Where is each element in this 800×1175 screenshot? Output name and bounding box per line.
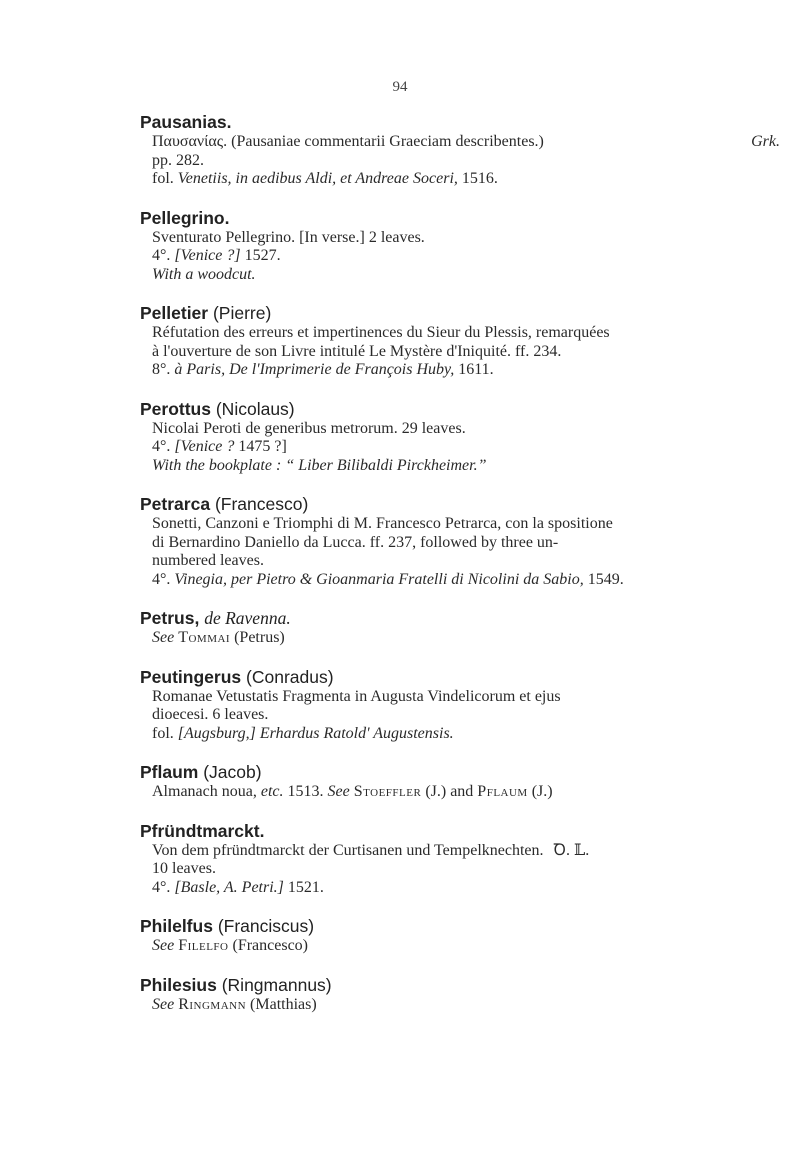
entry-heading: Petrus, [140, 608, 200, 628]
entry-petrarca [140, 493, 780, 589]
entry-heading: Petrarca [140, 494, 211, 514]
entry-body [140, 937, 780, 956]
cross-reference-qualifier: (Francesco) [232, 937, 308, 954]
entry-title-line [152, 842, 780, 861]
entry-title: Romanae Vetustatis Fragmenta in Augusta Vindelicorum et ejus [152, 687, 561, 705]
entry-title: à l'ouverture de son Livre intitulé Le Mystère d'Iniquité. ff. 234. [152, 342, 562, 360]
entry-heading-line [140, 302, 780, 324]
see-label: See [152, 995, 175, 1013]
entry-body [140, 324, 780, 380]
entry-qualifier: (Conradus) [246, 666, 334, 687]
entry-imprint-line [152, 247, 780, 266]
cross-reference-qualifier: (J.) [531, 783, 553, 800]
entry-heading: Peutingerus [140, 666, 242, 687]
cross-reference [152, 629, 780, 648]
entry-pfruendtmarckt [140, 820, 780, 898]
entry-imprint-line [152, 170, 780, 189]
entry-qualifier: (Pierre) [212, 303, 272, 323]
entry-imprint-line [152, 361, 780, 380]
see-label: See [152, 937, 175, 954]
entry-imprint: à Paris, De l'Imprimerie de François Huby, [174, 361, 455, 378]
entry-heading-line [140, 761, 780, 783]
cross-reference [152, 937, 780, 956]
cross-reference [152, 996, 780, 1015]
entry-heading-line [140, 666, 780, 688]
entry-heading: Philelfus [140, 916, 213, 936]
entry-year: 1611. [458, 361, 494, 378]
entry-pellegrino [140, 207, 780, 285]
entry-imprint: Vinegia, per Pietro & Gioanmaria Fratelli di Nicolini da Sabio, [174, 570, 584, 588]
entry-heading-line [140, 607, 780, 629]
entry-year: 1521. [287, 878, 324, 896]
entry-peutingerus [140, 666, 780, 744]
cross-reference-name: Filelfo [178, 937, 229, 954]
entry-year: 1516. [461, 170, 498, 187]
entry-note-prefix: With the bookplate : [152, 456, 282, 474]
entry-year: 1549. [587, 570, 624, 588]
entry-heading: Perottus [140, 398, 211, 419]
entry-body [140, 783, 780, 802]
entry-qualifier: (Nicolaus) [215, 398, 295, 419]
entry-heading-line [140, 398, 780, 420]
cross-reference-qualifier: (Petrus) [234, 629, 285, 646]
entry-format: fol. [152, 170, 174, 187]
entry-body [140, 133, 780, 189]
entry-title: Sonetti, Canzoni e Triomphi di M. Francesco Petrarca, con la spositione [152, 515, 613, 532]
entry-pages: pp. 282. [152, 151, 204, 169]
entry-body [140, 515, 780, 589]
entry-imprint: [Augsburg,] Erhardus Ratold' Augustensis. [177, 724, 454, 742]
entry-heading: Pfründtmarckt. [140, 820, 265, 841]
entry-heading-qualifier: de Ravenna. [204, 608, 291, 628]
entry-heading: Pelletier [140, 303, 209, 323]
entry-imprint-line [152, 879, 780, 898]
entry-title: Sventurato Pellegrino. [In verse.] 2 leaves. [152, 228, 425, 246]
entry-body [140, 229, 780, 285]
entry-qualifier: (Jacob) [203, 762, 262, 782]
entry-heading-line [140, 915, 780, 937]
page-number: 94 [392, 79, 408, 95]
see-label: See [152, 629, 175, 646]
cross-reference-name: Stoeffler [353, 783, 422, 800]
entry-philesius [140, 974, 780, 1015]
entry-petrus [140, 607, 780, 648]
entry-format: 8°. [152, 361, 171, 378]
entry-body [140, 420, 780, 476]
entry-philelfus [140, 915, 780, 956]
entry-format: 4°. [152, 878, 171, 896]
entry-qualifier: (Ringmannus) [221, 974, 332, 995]
entry-note: With a woodcut. [152, 265, 256, 283]
entry-imprint-line [152, 571, 780, 590]
entry-title: numbered leaves. [152, 552, 264, 569]
entry-pages: 10 leaves. [152, 860, 216, 877]
entry-title: Παυσανίας. (Pausaniae commentarii Graeciam describentes.) [152, 133, 544, 150]
entry-title-line [152, 783, 780, 802]
entry-heading: Pflaum [140, 762, 199, 782]
entry-title: di Bernardino Daniello da Lucca. ff. 237, followed by three un- [152, 533, 559, 551]
catalogue-entries [140, 111, 780, 1032]
entry-title: Réfutation des erreurs et impertinences du Sieur du Plessis, remarquées [152, 324, 610, 341]
entry-title: Nicolai Peroti de generibus metrorum. 29 leaves. [152, 419, 466, 437]
entry-title: dioecesi. 6 leaves. [152, 706, 269, 723]
entry-year: 1527. [244, 247, 281, 264]
entry-format: 4°. [152, 570, 171, 588]
entry-format: fol. [152, 724, 174, 742]
entry-format: 4°. [152, 247, 171, 264]
entry-imprint: Venetiis, in aedibus Aldi, et Andreae Soceri, [177, 170, 458, 187]
entry-imprint: [Venice ?] [174, 247, 241, 264]
entry-imprint: [Venice ? [174, 438, 235, 455]
entry-note-quote: “ Liber Bilibaldi Pirckheimer.” [285, 456, 487, 474]
entry-etc: etc. [260, 783, 284, 800]
entry-year: 1513. [287, 783, 324, 800]
entry-imprint: [Basle, A. Petri.] [174, 878, 284, 896]
entry-heading: Pausanias. [140, 112, 232, 132]
entry-note [152, 457, 780, 476]
entry-qualifier: (Francesco) [214, 494, 309, 514]
see-label: See [327, 783, 350, 800]
entry-pflaum [140, 761, 780, 802]
cross-reference-qualifier: (Matthias) [250, 995, 317, 1013]
entry-body [140, 629, 780, 648]
entry-pausanias [140, 111, 780, 189]
entry-perottus [140, 398, 780, 476]
entry-body [140, 996, 780, 1015]
gothic-letter-mark: Ꝺ. 𝕃. [553, 841, 590, 859]
entry-title: Almanach noua, [152, 783, 257, 800]
entry-heading: Philesius [140, 974, 217, 995]
entry-imprint-line [152, 725, 780, 744]
cross-reference-name: Pflaum [477, 783, 528, 800]
entry-body [140, 688, 780, 744]
entry-format: 4°. [152, 438, 171, 455]
entry-title-line [152, 133, 780, 152]
entry-title: Von dem pfründtmarckt der Curtisanen und Tempelknechten. [152, 841, 544, 859]
entry-qualifier: (Franciscus) [217, 916, 315, 936]
entry-imprint-line [152, 438, 780, 457]
entry-pelletier [140, 302, 780, 380]
cross-reference-name: Tommai [178, 629, 231, 646]
entry-heading: Pellegrino. [140, 207, 230, 228]
entry-body [140, 842, 780, 898]
entry-heading-line [140, 974, 780, 996]
entry-heading-line [140, 493, 780, 515]
cross-reference-qualifier: (J.) and [425, 783, 474, 800]
cross-reference-name: Ringmann [178, 995, 247, 1013]
entry-year: 1475 ?] [238, 438, 287, 455]
language-note: Grk. [751, 133, 780, 150]
